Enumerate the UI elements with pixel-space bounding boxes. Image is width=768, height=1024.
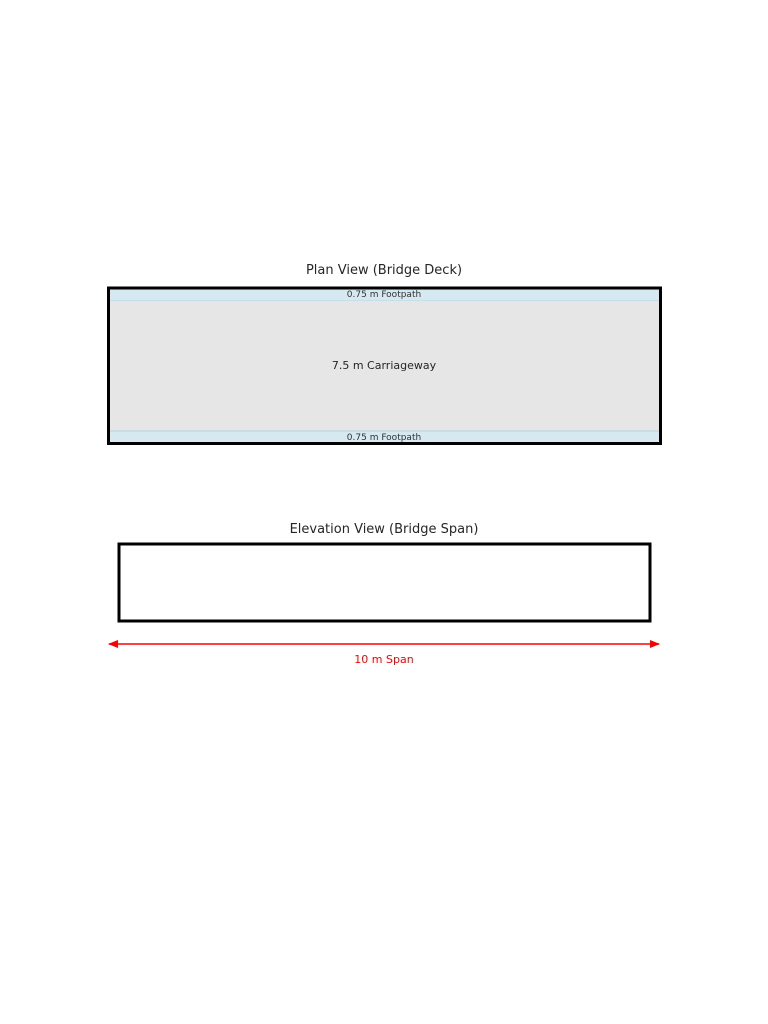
top-footpath-label: 0.75 m Footpath — [346, 290, 422, 300]
elevation-view-outline — [119, 544, 650, 621]
plan-view — [109, 263, 661, 444]
elevation-view-title: Elevation View (Bridge Span) — [289, 522, 479, 537]
carriageway-label: 7.5 m Carriageway — [331, 359, 437, 372]
span-label: 10 m Span — [354, 653, 414, 666]
bottom-footpath-label: 0.75 m Footpath — [346, 433, 422, 443]
elevation-view — [109, 522, 659, 666]
plan-view-title: Plan View (Bridge Deck) — [305, 263, 463, 278]
